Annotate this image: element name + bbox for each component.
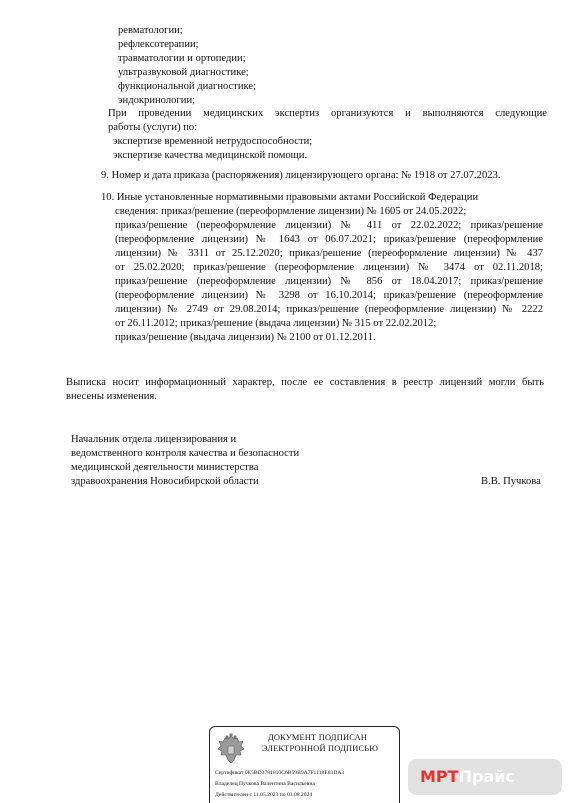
signatory-position: медицинской деятельности министерства — [71, 462, 259, 473]
other-info-line: (переоформление лицензии) № 1643 от 06.07.2021; приказ/решение (переоформление — [115, 234, 543, 245]
signatory-position: Начальник отдела лицензирования и — [71, 434, 237, 445]
stamp-owner: Владелец Пучкова Валентина Васильевна — [215, 781, 315, 787]
expertise-intro-cont: работы (услуги) по: — [108, 122, 198, 133]
order-number-item: 9. Номер и дата приказа (распоряжения) лицензирующего органа: № 1918 от 27.07.2023. — [101, 170, 501, 181]
other-info-line: лицензии) № 2749 от 29.08.2014; приказ/решение (переоформление лицензии) № 2222 — [115, 304, 543, 315]
other-info-line: сведения: приказ/решение (переоформление лицензии) № 1605 от 24.05.2022; — [115, 206, 467, 217]
specialty-item: травматологии и ортопедии; — [118, 53, 246, 64]
signatory-name: В.В. Пучкова — [481, 476, 541, 487]
note-line: внесены изменения. — [66, 391, 157, 402]
stamp-title-line2: ЭЛЕКТРОННОЙ ПОДПИСЬЮ — [262, 744, 379, 753]
e-signature-stamp — [209, 726, 400, 803]
expertise-intro: При проведении медицинских экспертиз организуются и выполняются следующие — [108, 108, 547, 119]
other-info-line: приказ/решение (переоформление лицензии) № 856 от 18.04.2017; приказ/решение — [115, 276, 543, 287]
other-info-line: от 25.02.2020; приказ/решение (переоформление лицензии) № 3474 от 02.11.2018; — [115, 262, 543, 273]
watermark-part1: МРТ — [420, 767, 459, 786]
specialty-item: эндокринологии; — [118, 95, 196, 106]
other-info-line: (переоформление лицензии) № 3298 от 16.10.2014; приказ/решение (переоформление — [115, 290, 543, 301]
specialty-item: ультразвуковой диагностике; — [118, 67, 249, 78]
specialty-item: рефлексотерапии; — [118, 39, 199, 50]
stamp-certificate: Сертификат 0E5BD3781810C6B59B9A7F1118E83DA3 — [215, 770, 345, 776]
other-info-line: приказ/решение (выдача лицензии) № 2100 от 01.12.2011. — [115, 332, 376, 343]
expertise-item: экспертизе временной нетрудоспособности; — [113, 136, 313, 147]
specialty-item: ревматологии; — [118, 25, 183, 36]
watermark-badge — [408, 759, 562, 795]
other-info-line: приказ/решение (переоформление лицензии) № 411 от 22.02.2022; приказ/решение — [115, 220, 543, 231]
other-info-line: лицензии) № 3311 от 25.12.2020; приказ/решение (переоформление лицензии) № 437 — [115, 248, 543, 259]
specialty-item: функциональной диагностике; — [118, 81, 257, 92]
watermark-part2: Прайс — [458, 767, 515, 786]
signatory-position: ведомственного контроля качества и безопасности — [71, 448, 300, 459]
stamp-validity: Действителен с 11.05.2023 по 03.08.2024 — [215, 792, 313, 798]
other-info-line: от 26.11.2012; приказ/решение (выдача лицензии) № 315 от 22.02.2012; — [115, 318, 437, 329]
other-info-line: 10. Иные установленные нормативными правовыми актами Российской Федерации — [101, 192, 479, 203]
signatory-position: здравоохранения Новосибирской области — [71, 476, 259, 487]
expertise-item: экспертизе качества медицинской помощи. — [113, 150, 308, 161]
note-line: Выписка носит информационный характер, после ее составления в реестр лицензий могли быть — [66, 377, 544, 388]
stamp-title-line1: ДОКУМЕНТ ПОДПИСАН — [268, 733, 368, 742]
coat-of-arms-icon — [216, 733, 246, 765]
